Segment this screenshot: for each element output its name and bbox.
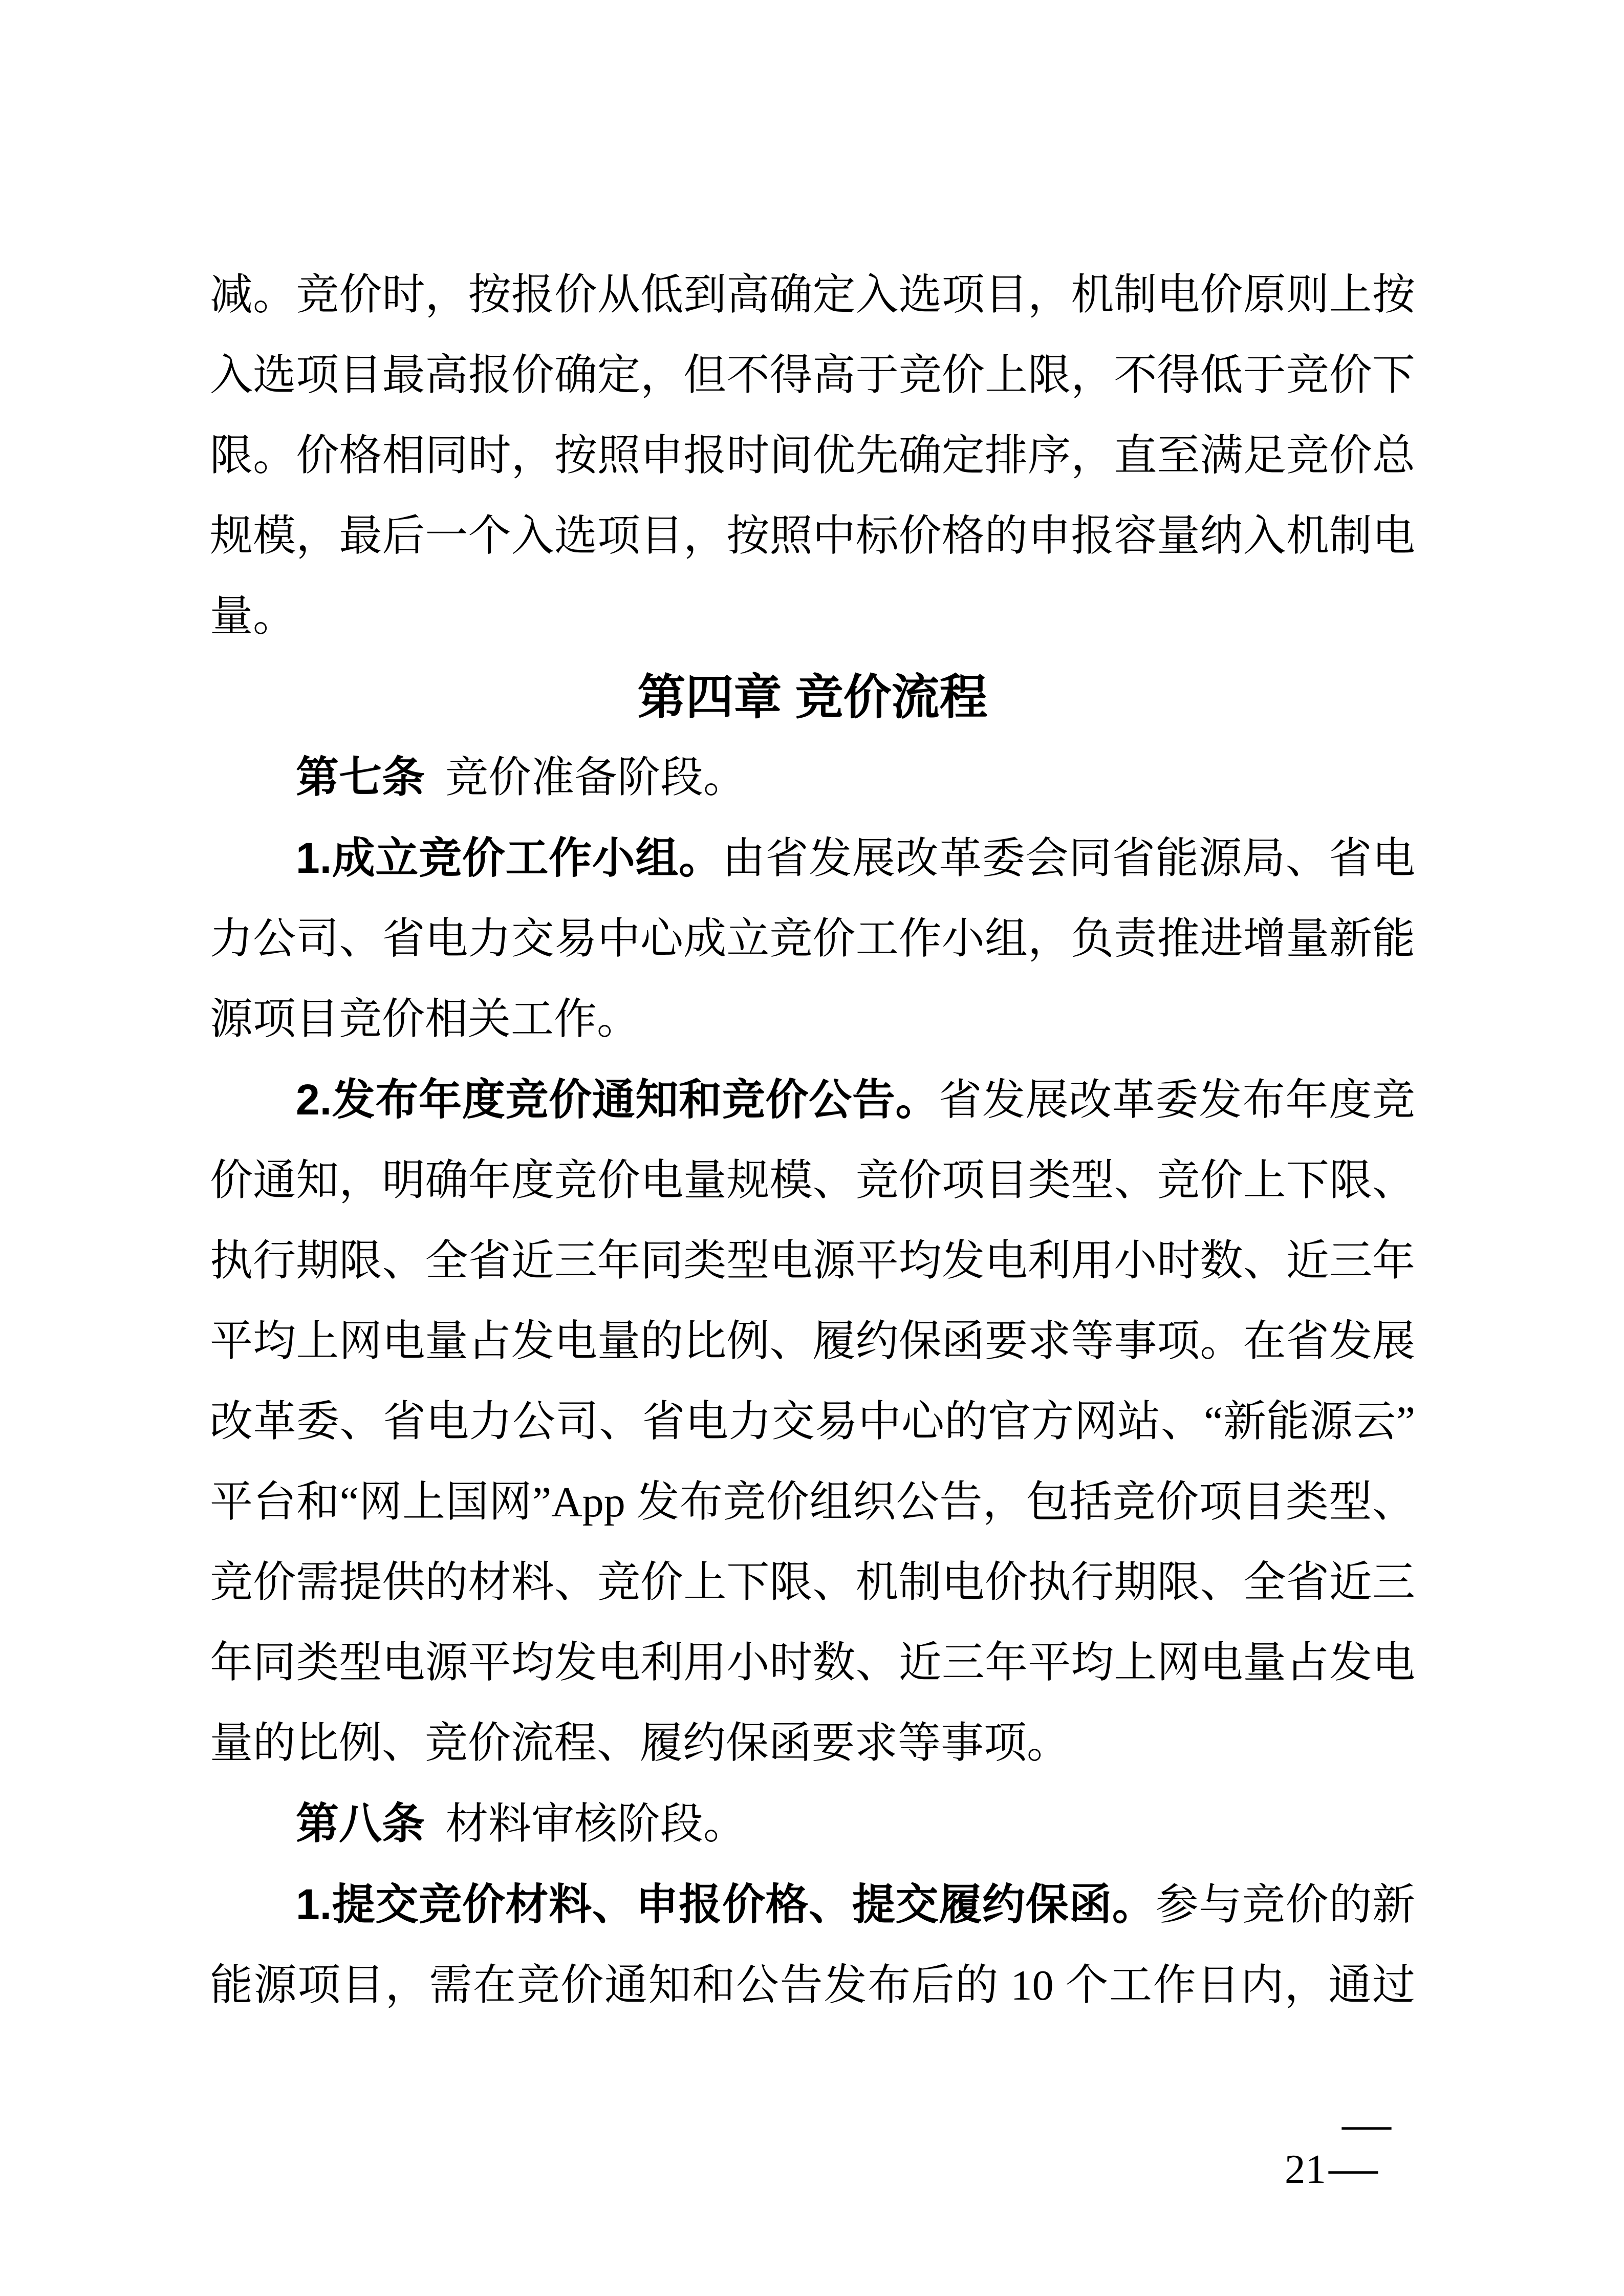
body-line <box>210 1703 1415 1784</box>
body-text: 改革委、省电力公司、省电力交易中心的官方网站、“新能源云” <box>210 1398 1415 1446</box>
body-text: 价通知，明确年度竞价电量规模、竞价项目类型、竞价上下限、 <box>210 1157 1415 1205</box>
body-line <box>210 1141 1415 1221</box>
body-line <box>210 979 1415 1060</box>
body-line <box>210 1542 1415 1623</box>
article-8-label: 第八条 <box>296 1799 425 1848</box>
article-8-heading <box>210 1784 1415 1864</box>
page-number: 21 <box>1285 2146 1326 2192</box>
body-line <box>210 1864 1415 1945</box>
item-7-1-lead: 1.成立竞价工作小组。 <box>296 834 722 882</box>
body-text: 平均上网电量占发电量的比例、履约保函要求等事项。在省发展 <box>210 1318 1415 1365</box>
item-8-1-lead: 1.提交竞价材料、申报价格、提交履约保函。 <box>296 1880 1156 1928</box>
body-text: 减。竞价时，按报价从低到高确定入选项目，机制电价原则上按 <box>210 271 1415 319</box>
body-line <box>210 1623 1415 1703</box>
body-line <box>210 1301 1415 1382</box>
body-line <box>210 416 1415 496</box>
body-text: 规模，最后一个入选项目，按照中标价格的申报容量纳入机制电 <box>210 512 1415 560</box>
body-line <box>210 1462 1415 1542</box>
body-text: 省发展改革委发布年度竞 <box>939 1077 1415 1124</box>
body-text: 力公司、省电力交易中心成立竞价工作小组，负责推进增量新能 <box>210 915 1415 963</box>
body-line <box>210 899 1415 979</box>
chapter-heading <box>210 657 1415 737</box>
chapter-heading-text: 第四章 竞价流程 <box>637 670 988 724</box>
body-line <box>210 255 1415 335</box>
body-line <box>210 1945 1415 2026</box>
article-7-label: 第七条 <box>296 753 425 801</box>
body-line <box>210 335 1415 416</box>
body-text: 竞价需提供的材料、竞价上下限、机制电价执行期限、全省近三 <box>210 1559 1415 1606</box>
document-body <box>210 255 1415 2026</box>
body-line <box>210 1221 1415 1301</box>
body-line <box>210 1060 1415 1141</box>
body-text: 限。价格相同时，按照申报时间优先确定排序，直至满足竞价总 <box>210 432 1415 480</box>
body-line <box>210 496 1415 576</box>
body-text: 量。 <box>210 593 296 640</box>
article-7-heading <box>210 737 1415 818</box>
body-line <box>210 818 1415 899</box>
article-8-title: 材料审核阶段。 <box>445 1800 747 1848</box>
body-text: 能源项目，需在竞价通知和公告发布后的 10 个工作日内，通过 <box>210 1962 1415 2009</box>
body-text: 由省发展改革委会同省能源局、省电 <box>722 835 1415 883</box>
item-7-2-lead: 2.发布年度竞价通知和竞价公告。 <box>296 1076 939 1124</box>
body-text: 年同类型电源平均发电利用小时数、近三年平均上网电量占发电 <box>210 1639 1415 1687</box>
page-number-dash: — <box>1329 2140 1378 2195</box>
body-line <box>210 576 1415 657</box>
body-text: 入选项目最高报价确定，但不得高于竞价上限，不得低于竞价下 <box>210 352 1415 399</box>
body-line <box>210 1382 1415 1462</box>
body-text: 参与竞价的新 <box>1155 1881 1415 1929</box>
body-text: 量的比例、竞价流程、履约保函要求等事项。 <box>210 1720 1070 1767</box>
article-7-title: 竞价准备阶段。 <box>445 754 747 802</box>
body-text: 平台和“网上国网”App 发布竞价组织公告，包括竞价项目类型、 <box>210 1478 1415 1526</box>
body-text: 执行期限、全省近三年同类型电源平均发电利用小时数、近三年 <box>210 1237 1415 1285</box>
body-text: 源项目竞价相关工作。 <box>210 996 640 1043</box>
footer-continuation-dash: — <box>1342 2096 1391 2151</box>
